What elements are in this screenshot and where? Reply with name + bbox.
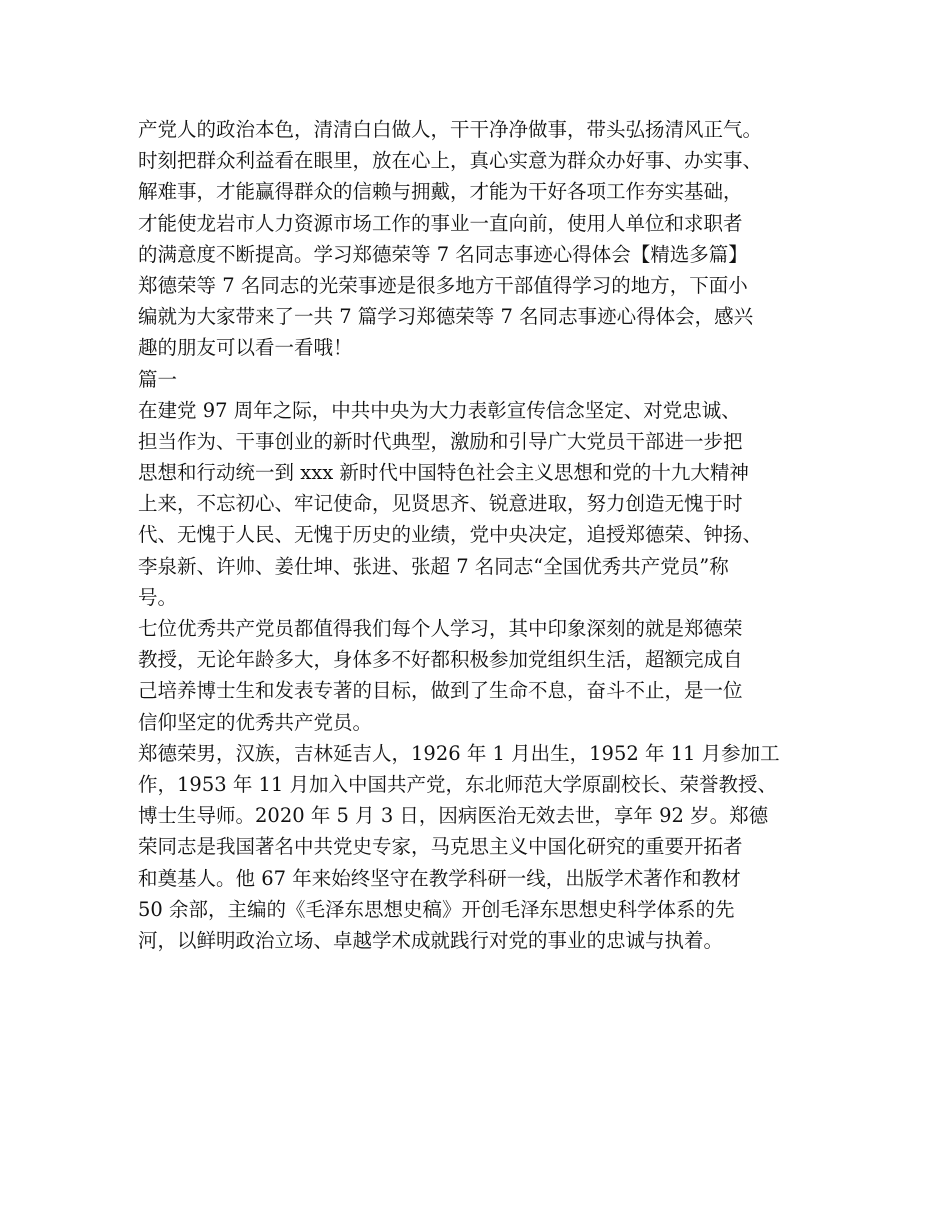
text-line: 思想和行动统一到 xxx 新时代中国特色社会主义思想和党的十九大精神 [138, 461, 749, 485]
text-line: 担当作为、干事创业的新时代典型，激励和引导广大党员干部进一步把 [138, 429, 743, 453]
text-line: 郑德荣男，汉族，吉林延吉人，1926 年 1 月出生，1952 年 11 月参加工 [138, 741, 780, 765]
text-line: 郑德荣等 7 名同志的光荣事迹是很多地方干部值得学习的地方，下面小 [138, 273, 748, 297]
text-line: 七位优秀共产党员都值得我们每个人学习，其中印象深刻的就是郑德荣 [138, 617, 743, 640]
text-line: 产党人的政治本色，清清白白做人，干干净净做事，带头弘扬清风正气。 [138, 118, 763, 141]
text-line: 才能使龙岩市人力资源市场工作的事业一直向前，使用人单位和求职者 [138, 211, 743, 235]
text-line: 编就为大家带来了一共 7 篇学习郑德荣等 7 名同志事迹心得体会，感兴 [138, 305, 754, 329]
text-line: 己培养博士生和发表专著的目标，做到了生命不息，奋斗不止，是一位 [138, 679, 743, 703]
text-line: 教授，无论年龄多大，身体多不好都积极参加党组织生活，超额完成自 [138, 648, 743, 672]
section-heading: 篇一 [138, 367, 178, 391]
body-text [138, 114, 838, 956]
text-line: 信仰坚定的优秀共产党员。 [138, 710, 373, 734]
text-line: 号。 [138, 585, 178, 609]
text-line: 50 余部，主编的《毛泽东思想史稿》开创毛泽东思想史科学体系的先 [138, 897, 735, 921]
text-line: 和奠基人。他 67 年来始终坚守在教学科研一线，出版学术著作和教材 [138, 866, 741, 890]
text-line: 在建党 97 周年之际，中共中央为大力表彰宣传信念坚定、对党忠诚、 [138, 398, 741, 422]
text-line: 时刻把群众利益看在眼里，放在心上，真心实意为群众办好事、办实事、 [138, 149, 763, 173]
text-line: 趣的朋友可以看一看哦！ [138, 336, 353, 360]
text-line: 解难事，才能赢得群众的信赖与拥戴，才能为干好各项工作夯实基础， [138, 180, 743, 204]
text-line: 的满意度不断提高。学习郑德荣等 7 名同志事迹心得体会【精选多篇】 [138, 242, 748, 266]
text-line: 李泉新、许帅、姜仕坤、张进、张超 7 名同志“全国优秀共产党员”称 [138, 554, 729, 578]
text-line: 代、无愧于人民、无愧于历史的业绩，党中央决定，追授郑德荣、钟扬、 [138, 523, 763, 547]
text-line: 上来，不忘初心、牢记使命，见贤思齐、锐意进取，努力创造无愧于时 [138, 492, 743, 516]
text-line: 荣同志是我国著名中共党史专家，马克思主义中国化研究的重要开拓者 [138, 835, 743, 859]
text-line: 博士生导师。2020 年 5 月 3 日，因病医治无效去世，享年 92 岁。郑德 [138, 804, 769, 828]
text-line: 作，1953 年 11 月加入中国共产党，东北师范大学原副校长、荣誉教授、 [138, 772, 778, 796]
text-line: 河，以鲜明政治立场、卓越学术成就践行对党的事业的忠诚与执着。 [138, 928, 724, 952]
